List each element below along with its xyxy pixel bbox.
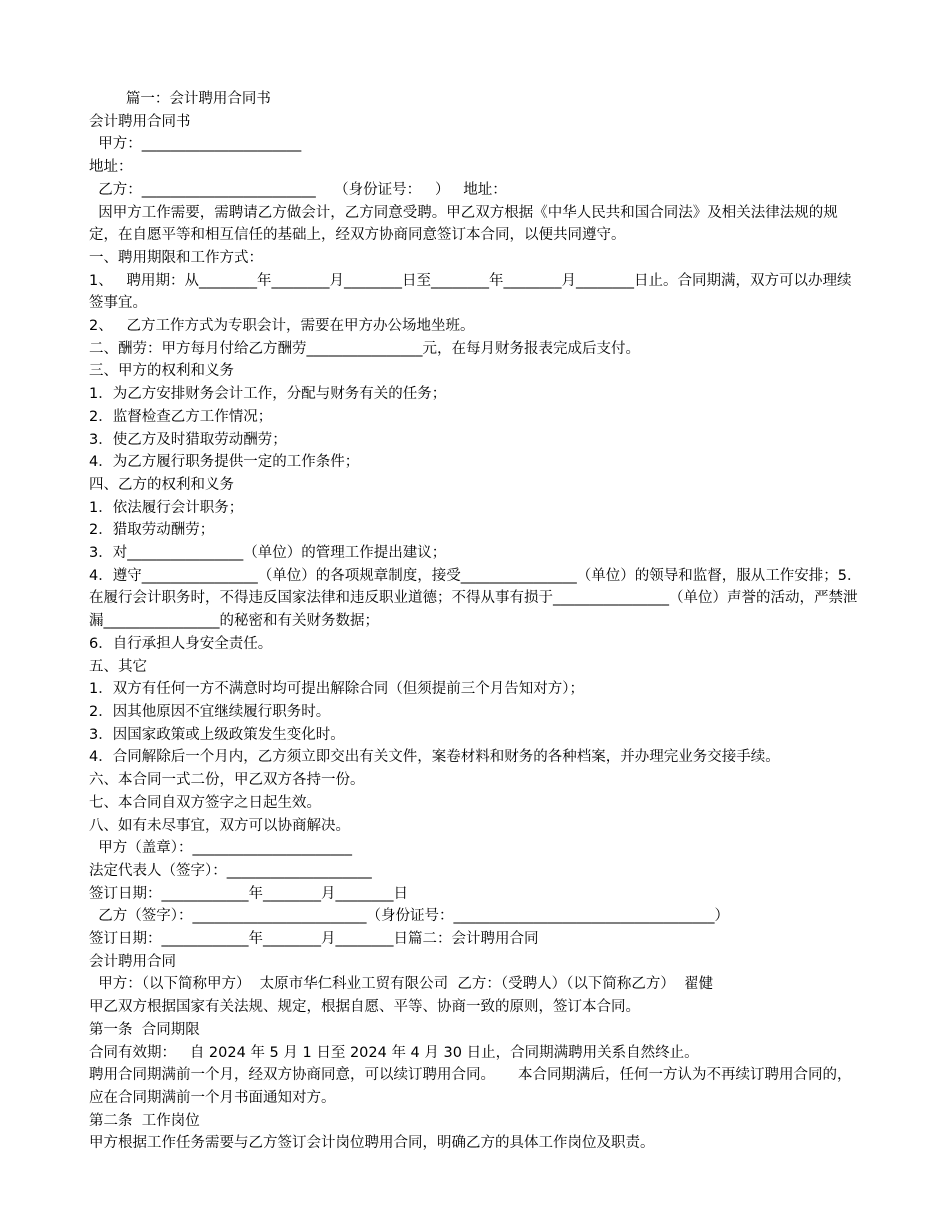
contract-title: 会计聘用合同书 — [89, 113, 191, 130]
clause-item: 2．猎取劳动酬劳； — [89, 522, 215, 539]
article-heading: 第一条 合同期限 — [89, 1021, 200, 1038]
clause-item: 2、 乙方工作方式为专职会计，需要在甲方办公场地坐班。 — [89, 318, 475, 335]
section-heading: 篇一：会计聘用合同书 — [89, 91, 271, 107]
clause-item: 3．因国家政策或上级政策发生变化时。 — [89, 726, 345, 743]
clause-heading: 一、聘用期限和工作方式： — [89, 249, 263, 266]
clause-item: 4．合同解除后一个月内，乙方须立即交出有关文件，案卷材料和财务的各种档案，并办理完业务交接手续。 — [89, 749, 780, 766]
article-text: 甲方根据工作任务需要与乙方签订会计岗位聘用合同，明确乙方的具体工作岗位及职责。 — [89, 1135, 655, 1152]
clause-item: 1．依法履行会计职务； — [89, 499, 244, 516]
clause-item: 1．双方有任何一方不满意时均可提出解除合同（但须提前三个月告知对方）； — [89, 681, 584, 698]
article-text: 合同有效期： 自 2024 年 5 月 1 日至 2024 年 4 月 30 日止，合同期满聘用关系自然终止。 — [89, 1044, 699, 1061]
signature-date-line: 签订日期：____________年________月________日篇二：会计聘用合同 — [89, 931, 539, 948]
address-line: 地址： — [89, 159, 133, 176]
signature-date-line: 签订日期：____________年________月________日 — [89, 885, 408, 902]
clause-heading: 三、甲方的权利和义务 — [89, 363, 234, 380]
party-b-line: 乙方：________________________ （身份证号： ） 地址： — [89, 181, 507, 198]
clause-heading: 八、如有未尽事宜，双方可以协商解决。 — [89, 817, 350, 834]
clause-item: 3．对________________（单位）的管理工作提出建议； — [89, 545, 447, 562]
signature-line: 甲方（盖章）：______________________ — [89, 840, 352, 857]
clause-heading: 六、本合同一式二份，甲乙双方各持一份。 — [89, 772, 365, 789]
clause-item: 4．遵守________________（单位）的各项规章制度，接受________________（单位）的领导和监督，服从工作安排；5．在履行会计职务时，不得违反国家法律和违反职业道德；不得从事有损于________________（单位）声誉的活动，严禁泄漏________________的秘密和有关财务数据； — [89, 567, 862, 630]
clause-heading: 二、酬劳：甲方每月付给乙方酬劳________________元，在每月财务报表完成后支付。 — [89, 340, 640, 357]
clause-item: 1．为乙方安排财务会计工作，分配与财务有关的任务； — [89, 386, 447, 403]
preamble-paragraph: 因甲方工作需要，需聘请乙方做会计，乙方同意受聘。甲乙双方根据《中华人民共和国合同法》及相关法律法规的规定，在自愿平等和相互信任的基础上，经双方协商同意签订本合同，以便共同遵守。 — [89, 204, 838, 244]
contract-title: 会计聘用合同 — [89, 953, 176, 970]
preamble-paragraph: 甲乙双方根据国家有关法规、规定，根据自愿、平等、协商一致的原则，签订本合同。 — [89, 999, 640, 1016]
clause-heading: 五、其它 — [89, 658, 147, 675]
article-heading: 第二条 工作岗位 — [89, 1112, 200, 1129]
clause-item: 2．监督检查乙方工作情况； — [89, 408, 273, 425]
clause-item: 6．自行承担人身安全责任。 — [89, 635, 273, 652]
party-a-line: 甲方：______________________ — [89, 136, 302, 153]
signature-line: 乙方（签字）：________________________（身份证号：____________________________________） — [89, 908, 729, 925]
clause-heading: 七、本合同自双方签字之日起生效。 — [89, 794, 321, 811]
clause-item: 1、 聘用期：从________年________月________日至________年________月________日止。合同期满，双方可以办理续签事宜。 — [89, 272, 852, 312]
clause-item: 4．为乙方履行职务提供一定的工作条件； — [89, 454, 360, 471]
clause-item: 3．使乙方及时猎取劳动酬劳； — [89, 431, 287, 448]
article-text: 聘用合同期满前一个月，经双方协商同意，可以续订聘用合同。 本合同期满后，任何一方认为不再续订聘用合同的，应在合同期满前一个月书面通知对方。 — [89, 1067, 852, 1106]
clause-item: 2．因其他原因不宜继续履行职务时。 — [89, 703, 331, 720]
document-page — [89, 88, 864, 1155]
signature-line: 法定代表人（签字）：____________________ — [89, 862, 372, 879]
clause-heading: 四、乙方的权利和义务 — [89, 476, 234, 493]
parties-line: 甲方：（以下简称甲方） 太原市华仁科业工贸有限公司 乙方：（受聘人）（以下简称乙方） 翟健 — [89, 976, 714, 993]
